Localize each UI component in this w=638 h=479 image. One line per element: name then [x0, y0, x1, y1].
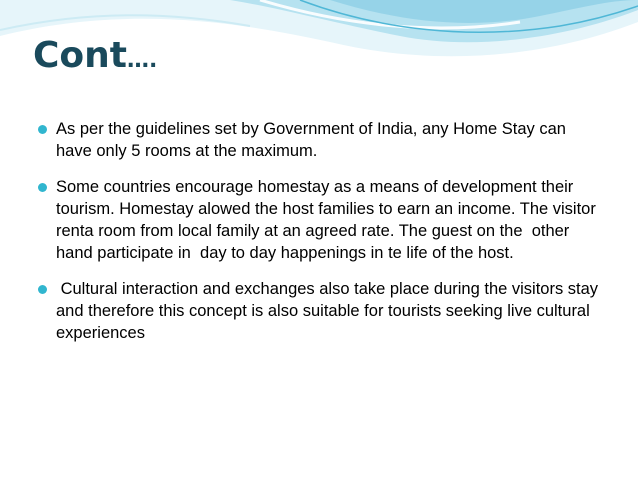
bullet-text: As per the guidelines set by Government of India, any Home Stay can have only 5 rooms at the maximum. — [56, 120, 571, 160]
slide-title — [33, 34, 157, 83]
bullet-text: Cultural interaction and exchanges also take place during the visitors stay and therefore this concept is also suitable for tourists seeking live cultural experiences — [56, 280, 603, 342]
bullet-item — [38, 278, 606, 344]
bullet-text: Some countries encourage homestay as a means of development their tourism. Homestay alowed the host families to earn an income. The visitor renta room from local family at an agreed rate. The guest on the other hand participate in day to day happenings in te life of the host. — [56, 178, 601, 262]
bullet-item — [38, 118, 606, 162]
bullet-dot-icon — [38, 285, 47, 294]
bullet-item — [38, 176, 606, 264]
bullet-list — [38, 118, 606, 344]
bullet-dot-icon — [38, 125, 47, 134]
slide-title-text: Cont — [33, 35, 127, 76]
bullet-dot-icon — [38, 183, 47, 192]
slide-title-ellipsis: …. — [127, 48, 158, 73]
